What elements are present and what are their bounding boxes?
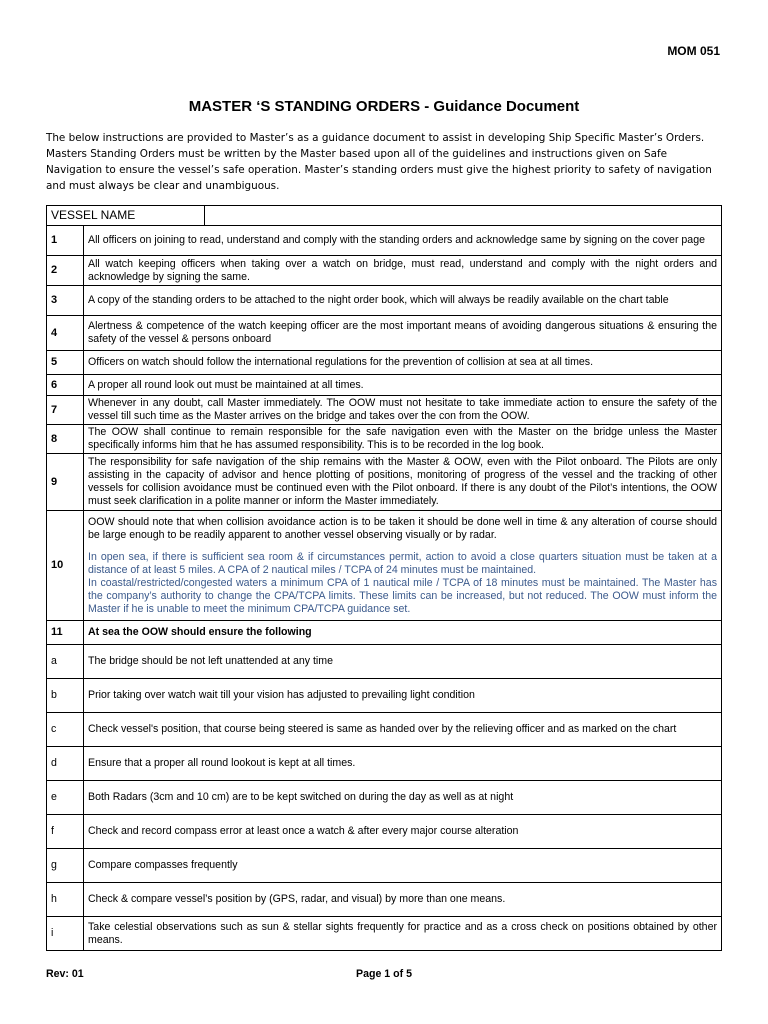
order-text: All watch keeping officers when taking over a watch on bridge, must read, understand and comply with the night orders and acknowledge by signing the same. [84,256,722,286]
sub-item-text: Check & compare vessel’s position by (GPS, radar, and visual) by more than one means. [84,883,722,917]
sub-item-row [47,747,722,781]
sub-item-letter: h [47,883,84,917]
sub-item-text: Ensure that a proper all round lookout is kept at all times. [84,747,722,781]
sub-item-row [47,713,722,747]
order-10-text: OOW should note that when collision avoidance action is to be taken it should be done well in time & any alteration of course should be large enough to be readily apparent to another vessel observing visually or by radar. [88,515,717,541]
sub-item-letter: b [47,679,84,713]
order-number: 5 [47,351,84,375]
sub-item-letter: a [47,645,84,679]
order-text-10 [84,511,722,621]
order-text: The responsibility for safe navigation of the ship remains with the Master & OOW, even with the Pilot onboard. The Pilots are only assisting in the capacity of advisor and hence plotting of positions, monitoring of progress of the vessel and the tracking of other vessels for collision avoidance must be continued even with the Pilot onboard. If there is any doubt of the Pilot’s intentions, the OOW must seek clarification in a polite manner or inform the Master immediately. [84,454,722,511]
order-row [47,316,722,351]
sub-item-row [47,679,722,713]
order-text: A proper all round look out must be maintained at all times. [84,375,722,396]
sub-item-letter: d [47,747,84,781]
standing-orders-table [46,205,722,951]
order-text: Officers on watch should follow the international regulations for the prevention of collision at sea at all times. [84,351,722,375]
order-row [47,351,722,375]
sub-item-text: Check vessel's position, that course being steered is same as handed over by the relieving officer and as marked on the chart [84,713,722,747]
sub-item-text: Prior taking over watch wait till your vision has adjusted to prevailing light condition [84,679,722,713]
sub-item-row [47,849,722,883]
order-row [47,286,722,316]
footer-revision: Rev: 01 [46,968,84,980]
order-row [47,425,722,454]
order-row [47,226,722,256]
sub-item-letter: i [47,917,84,951]
vessel-name-row [47,206,722,226]
order-number: 4 [47,316,84,351]
order-row-11 [47,621,722,645]
order-row [47,375,722,396]
vessel-name-label: VESSEL NAME [47,206,205,226]
order-text: A copy of the standing orders to be attached to the night order book, which will always be readily available on the chart table [84,286,722,316]
order-text: The OOW shall continue to remain responsible for the safe navigation even with the Master on the bridge unless the Master specifically informs him that he has assumed responsibility. This is to be recorded in the log book. [84,425,722,454]
intro-paragraph: The below instructions are provided to Master’s as a guidance document to assist in developing Ship Specific Master’s Orders. Masters Standing Orders must be written by the Master based upon all of the guidelines and instructions given on Safe Navigation to ensure the vessel’s safe operation. Master’s standing orders must give the highest priority to safety of navigation and must always be clear and unambiguous. [46,132,712,192]
page-title: MASTER ‘S STANDING ORDERS - Guidance Document [188,98,580,115]
footer-page-number: Page 1 of 5 [356,968,412,980]
order-10-coastal-text: In coastal/restricted/congested waters a minimum CPA of 1 nautical mile / TCPA of 18 minutes must be maintained. The Master has the company’s authority to change the CPA/TCPA limits. These limits can be increased, but not reduced. The OOW must inform the Master if he is unable to meet the minimum CPA/TCPA guidance set. [88,576,717,615]
sub-item-row [47,781,722,815]
sub-item-row [47,917,722,951]
sub-item-row [47,645,722,679]
sub-item-text: The bridge should be not left unattended at any time [84,645,722,679]
order-row [47,256,722,286]
order-number: 9 [47,454,84,511]
sub-item-text: Both Radars (3cm and 10 cm) are to be kept switched on during the day as well as at night [84,781,722,815]
sub-item-row [47,815,722,849]
sub-item-row [47,883,722,917]
order-row [47,396,722,425]
order-number: 3 [47,286,84,316]
order-number: 1 [47,226,84,256]
order-number: 10 [47,511,84,621]
sub-item-text: Take celestial observations such as sun & stellar sights frequently for practice and as a cross check on positions obtained by other means. [84,917,722,951]
order-number: 6 [47,375,84,396]
order-row-10 [47,511,722,621]
order-text: All officers on joining to read, understand and comply with the standing orders and acknowledge same by signing on the cover page [84,226,722,256]
vessel-name-value [205,206,722,226]
order-text: Whenever in any doubt, call Master immediately. The OOW must not hesitate to take immediate action to ensure the safety of the vessel till such time as the Master arrives on the bridge and takes over the con from the OOW. [84,396,722,425]
order-number: 2 [47,256,84,286]
order-number: 8 [47,425,84,454]
order-text: Alertness & competence of the watch keeping officer are the most important means of avoiding dangerous situations & ensuring the safety of the vessel & persons onboard [84,316,722,351]
sub-item-letter: g [47,849,84,883]
sub-item-letter: e [47,781,84,815]
sub-item-letter: c [47,713,84,747]
sub-item-text: Compare compasses frequently [84,849,722,883]
order-number: 11 [47,621,84,645]
order-row [47,454,722,511]
order-10-open-sea-text: In open sea, if there is sufficient sea room & if circumstances permit, action to avoid a close quarters situation must be taken at a distance of at least 5 miles. A CPA of 2 nautical miles / TCPA of 24 minutes must be maintained. [88,550,717,576]
sub-item-letter: f [47,815,84,849]
sub-item-text: Check and record compass error at least once a watch & after every major course alteration [84,815,722,849]
document-code: MOM 051 [667,44,720,58]
order-11-heading: At sea the OOW should ensure the following [84,621,722,645]
order-number: 7 [47,396,84,425]
